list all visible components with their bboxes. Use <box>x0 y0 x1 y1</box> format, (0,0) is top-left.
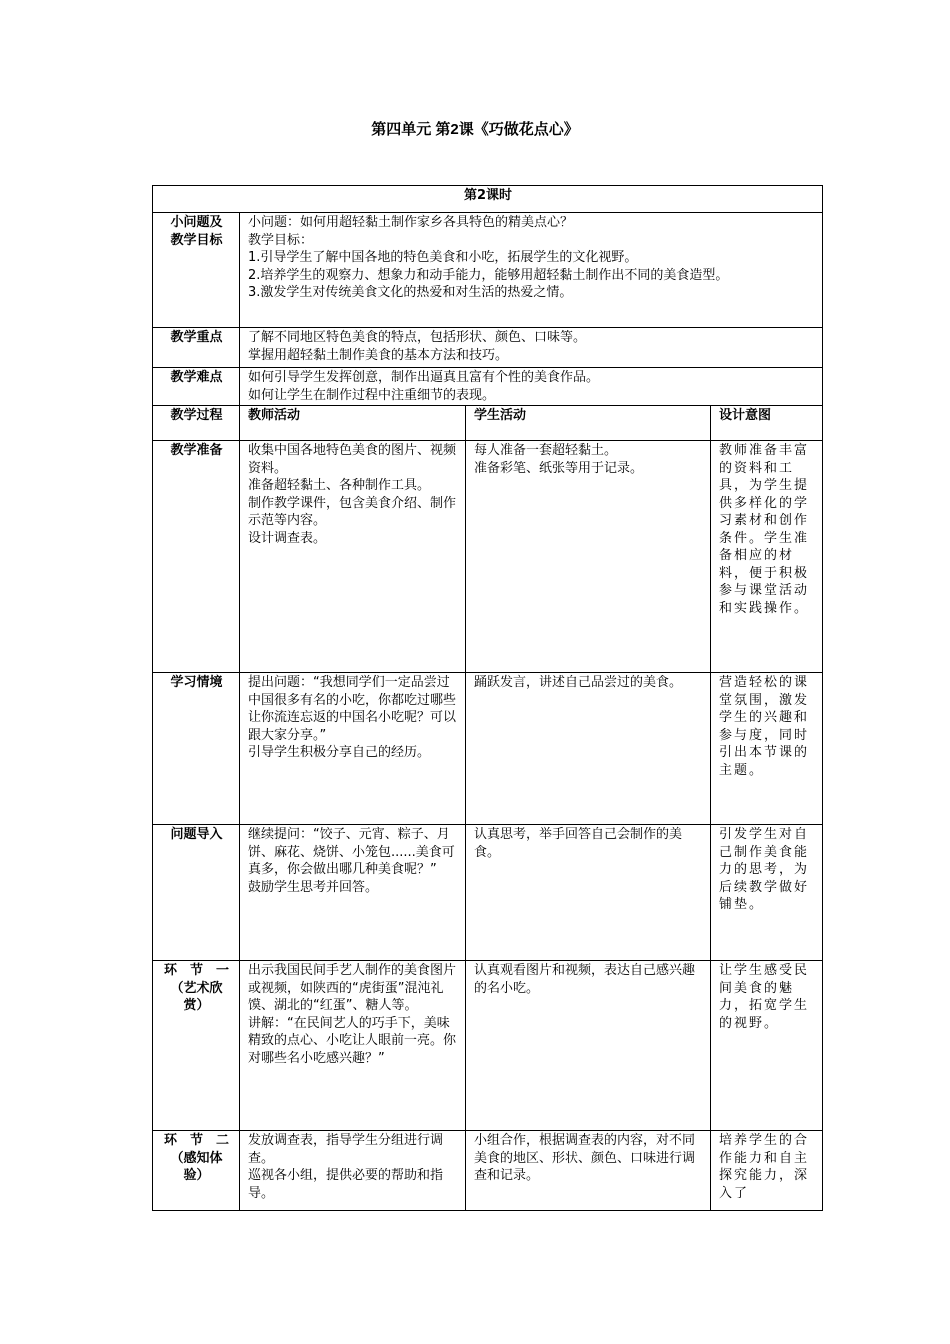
key-points-label: 教学重点 <box>153 328 240 368</box>
teacher-activity: 出示我国民间手艺人制作的美食图片或视频，如陕西的“虎街蛋”混沌礼馍、湖北的“红蛋”、糖人等。 讲解：“在民间艺人的巧手下，美味精致的点心、小吃让人眼前一亮。你对哪些名小吃感兴趣？” <box>240 961 466 1131</box>
design-intent: 引发学生对自己制作美食能力的思考，为后续教学做好铺垫。 <box>711 825 823 961</box>
stage-label: 环 节 一 （艺术欣 赏） <box>153 961 240 1131</box>
lesson-plan-table <box>152 185 823 1211</box>
stage-label: 教学准备 <box>153 441 240 673</box>
design-intent: 教师准备丰富的资料和工具，为学生提供多样化的学习素材和创作条件。学生准备相应的材料，便于积极参与课堂活动和实践操作。 <box>711 441 823 673</box>
design-intent: 让学生感受民间美食的魅力，拓宽学生的视野。 <box>711 961 823 1131</box>
student-activity: 认真思考，举手回答自己会制作的美食。 <box>466 825 711 961</box>
goals-content <box>240 213 823 328</box>
stage-label: 学习情境 <box>153 673 240 825</box>
teacher-activity: 收集中国各地特色美食的图片、视频资料。 准备超轻黏土、各种制作工具。 制作教学课件，包含美食介绍、制作示范等内容。 设计调查表。 <box>240 441 466 673</box>
teacher-activity: 发放调查表，指导学生分组进行调查。 巡视各小组，提供必要的帮助和指导。 <box>240 1131 466 1211</box>
goals-question: 小问题：如何用超轻黏土制作家乡各具特色的精美点心？ <box>248 215 574 230</box>
difficulties-content: 如何引导学生发挥创意，制作出逼真且富有个性的美食作品。 如何让学生在制作过程中注重细节的表现。 <box>240 368 823 406</box>
key-points-row <box>153 328 823 368</box>
stage-row-preparation <box>153 441 823 673</box>
goal-item: 2.培养学生的观察力、想象力和动手能力，能够用超轻黏土制作出不同的美食造型。 <box>248 267 729 283</box>
stage-row-appreciation <box>153 961 823 1131</box>
difficulties-row <box>153 368 823 406</box>
teacher-activity: 提出问题：“我想同学们一定品尝过中国很多有名的小吃，你都吃过哪些让你流连忘返的中国名小吃呢？可以跟大家分享。” 引导学生积极分享自己的经历。 <box>240 673 466 825</box>
teacher-activity-header: 教师活动 <box>240 406 466 441</box>
document-title: 第四单元 第2课《巧做花点心》 <box>371 121 579 138</box>
goals-heading: 教学目标： <box>248 232 314 248</box>
stage-row-situation <box>153 673 823 825</box>
teacher-activity: 继续提问：“饺子、元宵、粽子、月饼、麻花、烧饼、小笼包......美食可真多，你会做出哪几种美食呢？” 鼓励学生思考并回答。 <box>240 825 466 961</box>
goal-item: 1.引导学生了解中国各地的特色美食和小吃，拓展学生的文化视野。 <box>248 250 638 265</box>
stage-row-experience <box>153 1131 823 1211</box>
design-intent: 培养学生的合作能力和自主探究能力，深入了 <box>711 1131 823 1211</box>
goal-item: 3.激发学生对传统美食文化的热爱和对生活的热爱之情。 <box>248 285 573 300</box>
stage-label: 环 节 二 （感知体 验） <box>153 1131 240 1211</box>
design-intent: 营造轻松的课堂氛围，激发学生的兴趣和参与度，同时引出本节课的主题。 <box>711 673 823 825</box>
process-label: 教学过程 <box>153 406 240 441</box>
session-row <box>153 186 823 213</box>
student-activity-header: 学生活动 <box>466 406 711 441</box>
design-intent-header: 设计意图 <box>711 406 823 441</box>
session-label: 第2课时 <box>153 186 823 213</box>
difficulties-label: 教学难点 <box>153 368 240 406</box>
goals-row <box>153 213 823 328</box>
stage-label: 问题导入 <box>153 825 240 961</box>
goals-label: 小问题及 教学目标 <box>153 213 240 328</box>
student-activity: 认真观看图片和视频，表达自己感兴趣的名小吃。 <box>466 961 711 1131</box>
student-activity: 每人准备一套超轻黏土。 准备彩笔、纸张等用于记录。 <box>466 441 711 673</box>
process-header-row <box>153 406 823 441</box>
student-activity: 小组合作，根据调查表的内容，对不同美食的地区、形状、颜色、口味进行调查和记录。 <box>466 1131 711 1211</box>
stage-row-introduction <box>153 825 823 961</box>
key-points-content: 了解不同地区特色美食的特点，包括形状、颜色、口味等。 掌握用超轻黏土制作美食的基本方法和技巧。 <box>240 328 823 368</box>
student-activity: 踊跃发言，讲述自己品尝过的美食。 <box>466 673 711 825</box>
